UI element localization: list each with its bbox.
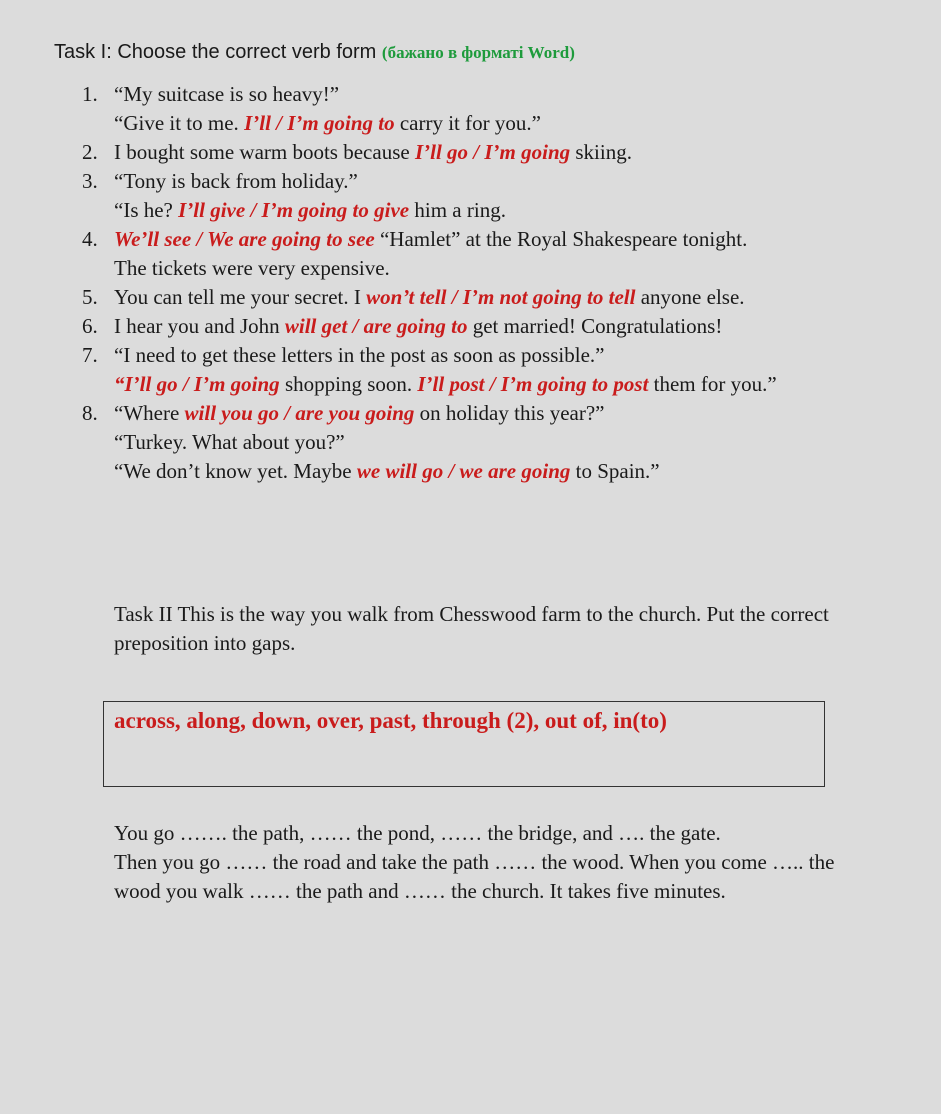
item-text: “Give it to me. [114, 111, 245, 135]
task2-instruction: Task II This is the way you walk from Chesswood farm to the church. Put the correct preposition into gaps. [114, 602, 829, 655]
item-text: “Tony is back from holiday.” [114, 169, 358, 193]
item-number: 7. [82, 343, 98, 367]
list-item [82, 80, 932, 138]
gap-fill-passage [114, 819, 929, 906]
answer-choice: I’ll post / I’m going to post [417, 372, 649, 396]
item-text: on holiday this year?” [414, 401, 605, 425]
answer-choice: won’t tell / I’m not going to tell [366, 285, 636, 309]
passage-line: wood you walk …… the path and …… the church. It takes five minutes. [114, 879, 726, 903]
item-line [114, 399, 932, 428]
item-text: him a ring. [409, 198, 506, 222]
task1-list [82, 80, 932, 486]
item-text: “I need to get these letters in the post as soon as possible.” [114, 343, 605, 367]
item-number: 6. [82, 314, 98, 338]
item-line [114, 341, 932, 370]
item-number: 3. [82, 169, 98, 193]
item-text: anyone else. [635, 285, 745, 309]
item-text: skiing. [570, 140, 632, 164]
item-number: 8. [82, 401, 98, 425]
item-line [114, 254, 932, 283]
item-text: “We don’t know yet. Maybe [114, 459, 357, 483]
answer-choice: we will go / we are going [356, 459, 571, 483]
list-item [82, 399, 932, 486]
word-box-text: across, along, down, over, past, through (2), out of, in(to) [114, 708, 667, 733]
item-line [114, 428, 932, 457]
item-line [114, 312, 932, 341]
item-number: 2. [82, 140, 98, 164]
item-text: “Turkey. What about you?” [114, 430, 345, 454]
list-item [82, 283, 932, 312]
item-line [114, 138, 932, 167]
word-box [103, 701, 825, 787]
item-line [114, 80, 932, 109]
answer-choice: I’ll go / I’m going [414, 140, 571, 164]
item-text: “Is he? [114, 198, 179, 222]
passage-line: You go ……. the path, …… the pond, …… the bridge, and …. the gate. [114, 821, 721, 845]
item-line [114, 457, 932, 486]
item-line [114, 167, 932, 196]
answer-choice: will get / are going to [284, 314, 468, 338]
list-item [82, 341, 932, 399]
task1-format-note: (бажано в форматі Word) [381, 43, 575, 62]
item-line [114, 370, 932, 399]
list-item [82, 312, 932, 341]
item-line [114, 109, 932, 138]
item-number: 5. [82, 285, 98, 309]
answer-choice: “I’ll go / I’m going [114, 372, 280, 396]
item-text: shopping soon. [279, 372, 418, 396]
item-text: “My suitcase is so heavy!” [114, 82, 340, 106]
task1-title: Task I: Choose the correct verb form [54, 41, 382, 63]
item-text: get married! Congratulations! [467, 314, 723, 338]
item-text: them for you.” [648, 372, 777, 396]
item-number: 4. [82, 227, 98, 251]
item-line [114, 283, 932, 312]
item-text: to Spain.” [570, 459, 660, 483]
answer-choice: I’ll give / I’m going to give [178, 198, 410, 222]
item-line [114, 196, 932, 225]
item-number: 1. [82, 82, 98, 106]
list-item [82, 138, 932, 167]
item-text: I bought some warm boots because [114, 140, 415, 164]
item-text: “Where [114, 401, 185, 425]
passage-line: Then you go …… the road and take the path …… the wood. When you come ….. the [114, 850, 835, 874]
answer-choice: will you go / are you going [184, 401, 415, 425]
list-item [82, 225, 932, 283]
answer-choice: I’ll / I’m going to [244, 111, 395, 135]
item-text: The tickets were very expensive. [114, 256, 390, 280]
item-text: I hear you and John [114, 314, 285, 338]
answer-choice: We’ll see / We are going to see [114, 227, 375, 251]
item-text: carry it for you.” [394, 111, 541, 135]
item-text: “Hamlet” at the Royal Shakespeare tonight. [374, 227, 748, 251]
task1-heading [54, 38, 575, 67]
item-text: You can tell me your secret. I [114, 285, 367, 309]
item-line [114, 225, 932, 254]
list-item [82, 167, 932, 225]
